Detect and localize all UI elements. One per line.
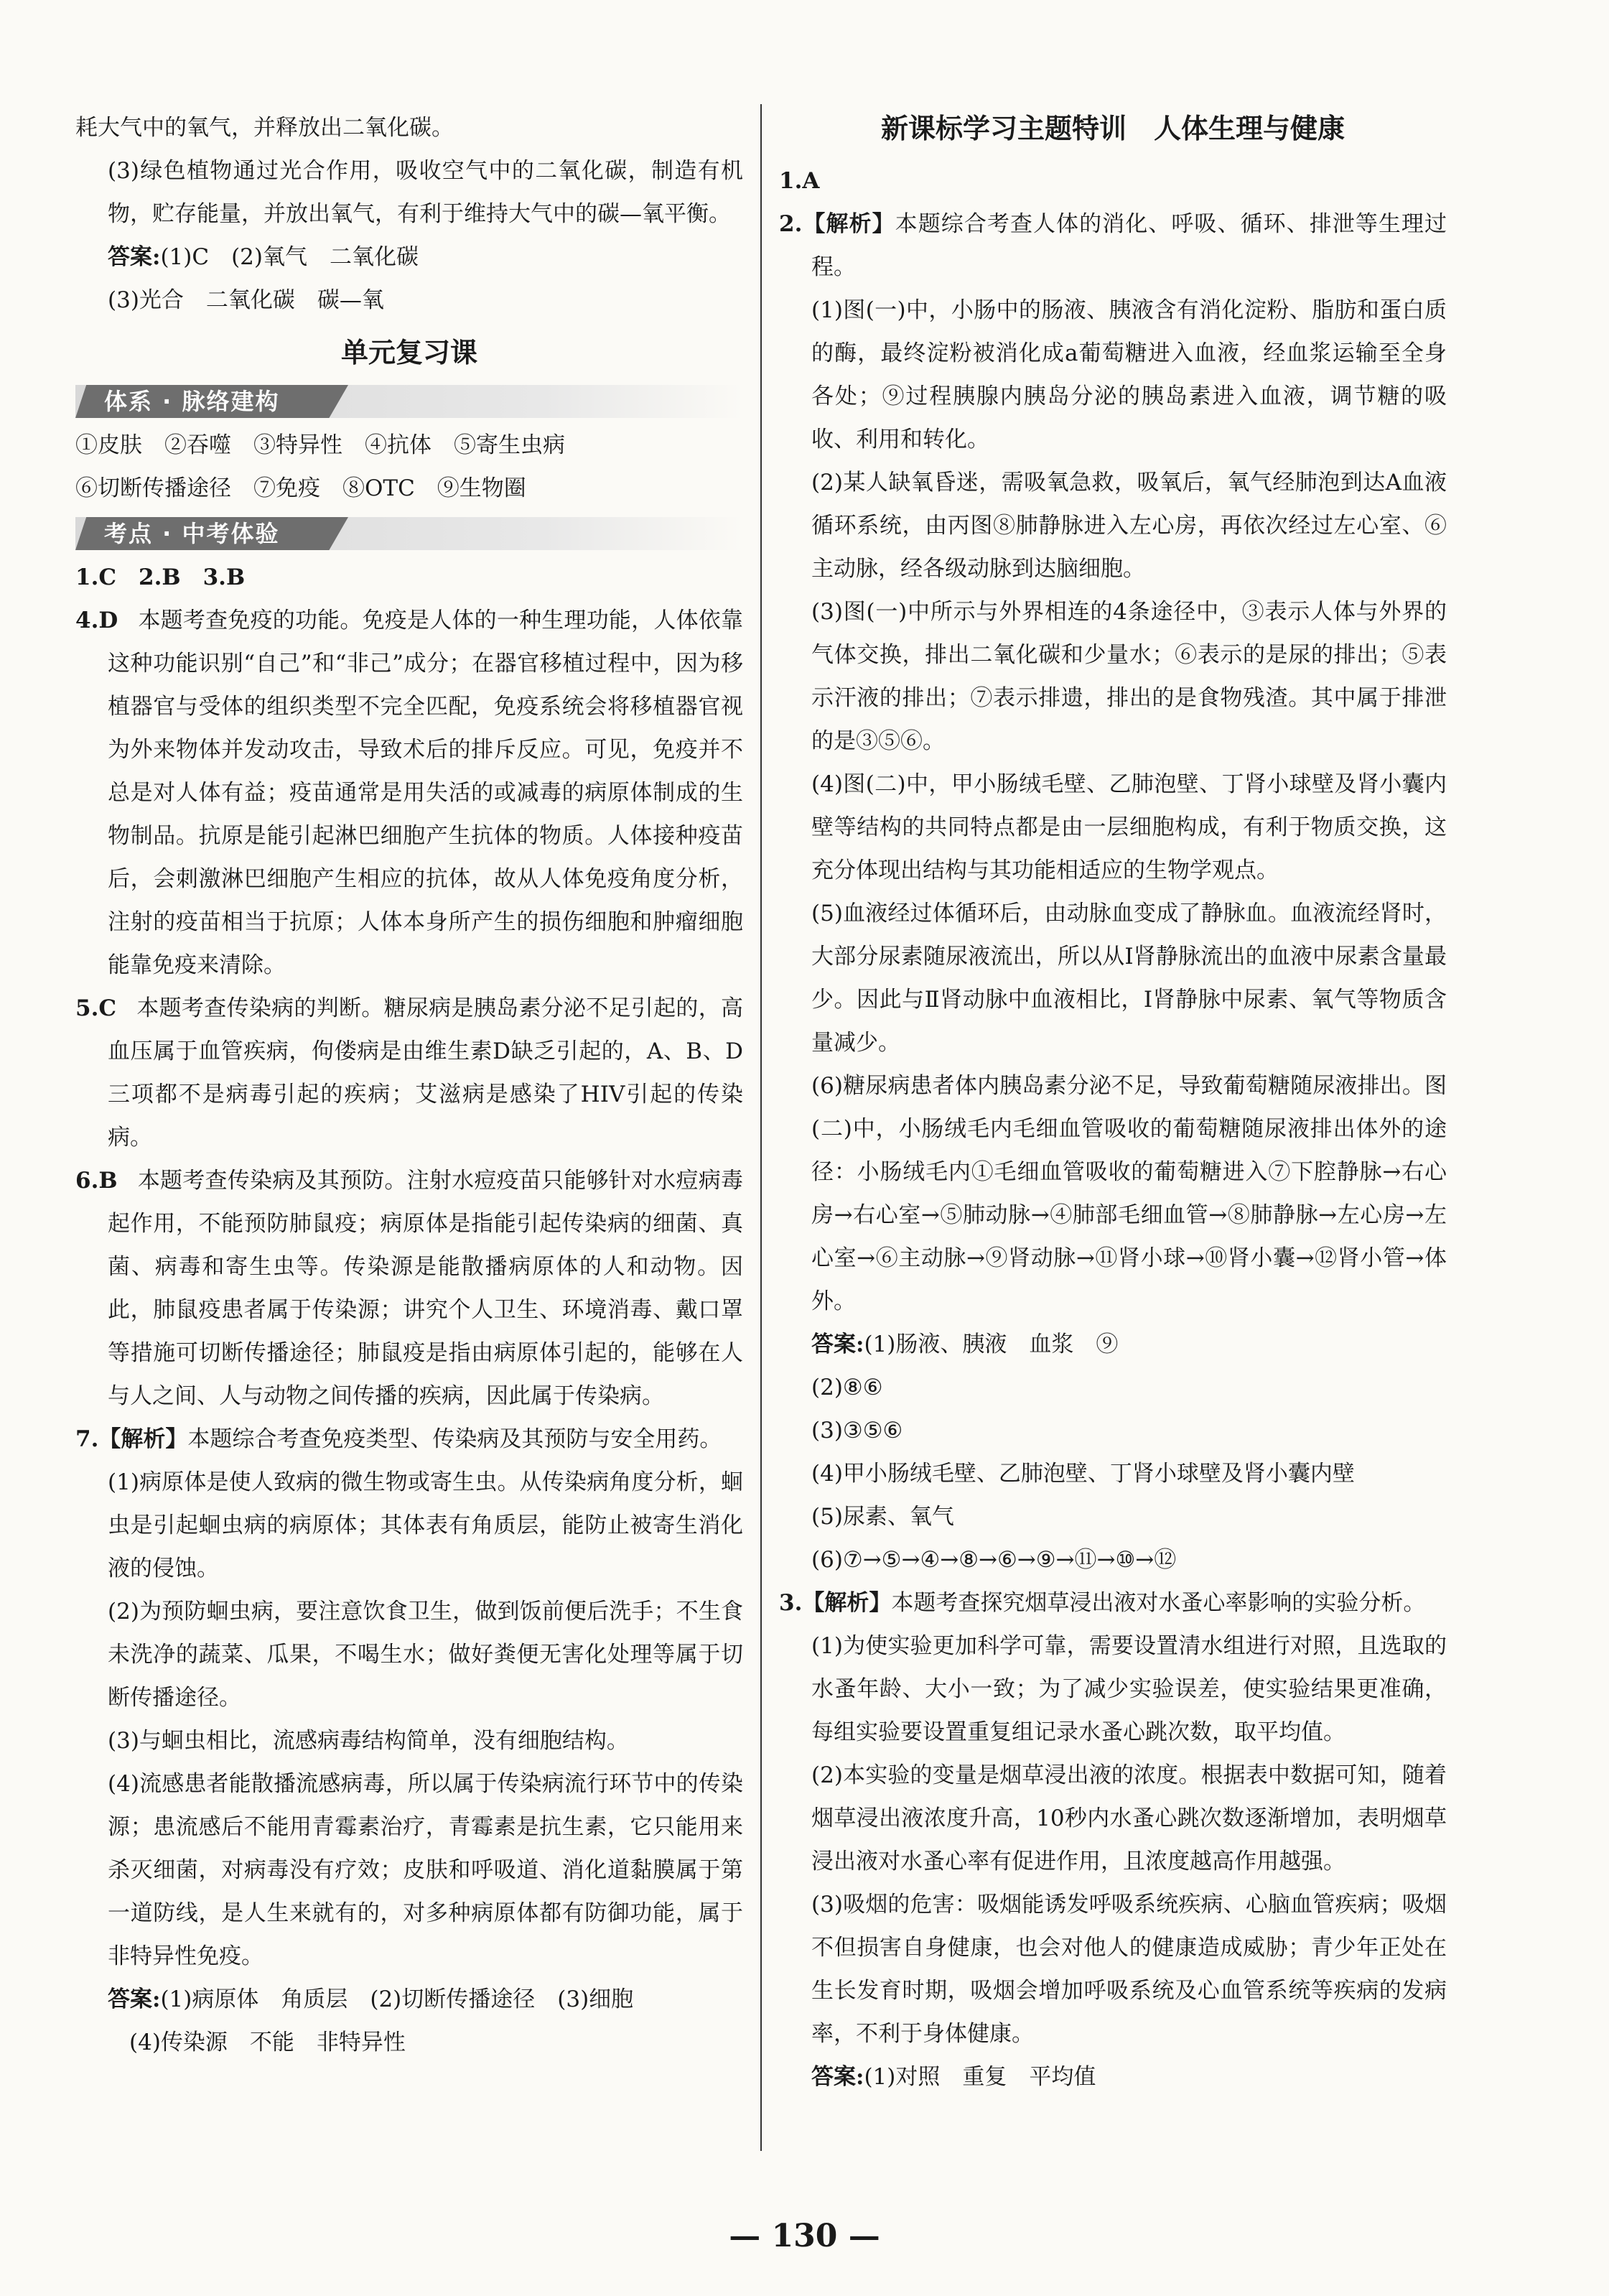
system-line: ⑥切断传播途径 ⑦免疫 ⑧OTC ⑨生物圈 <box>75 475 526 501</box>
right-column <box>779 106 1447 2099</box>
question-number: 6.B <box>75 1168 118 1194</box>
answer-label: 答案: <box>108 1986 161 2012</box>
paragraph: 耗大气中的氧气，并释放出二氧化碳。 <box>75 115 454 141</box>
question-6 <box>75 1159 743 1418</box>
paragraph: (4)图(二)中，甲小肠绒毛壁、乙肺泡壁、丁肾小球壁及肾小囊内壁等结构的共同特点都是由一层细胞构成，有利于物质交换，这充分体现出结构与其功能相适应的生物学观点。 <box>811 771 1447 883</box>
paragraph: (3)与蛔虫相比，流感病毒结构简单，没有细胞结构。 <box>108 1728 629 1754</box>
question-number: 5.C <box>75 995 117 1021</box>
question-text: 本题综合考查人体的消化、呼吸、循环、排泄等生理过程。 <box>811 211 1447 280</box>
paragraph: (6)糖尿病患者体内胰岛素分泌不足，导致葡萄糖随尿液排出。图(二)中，小肠绒毛内毛细血管吸收的葡萄糖随尿液排出体外的途径：小肠绒毛内①毛细血管吸收的葡萄糖进入⑦下腔静脉→右心房→右心室→⑤肺动脉→④肺部毛细血管→⑧肺静脉→左心房→左心室→⑥主动脉→⑨肾动脉→⑪肾小球→⑩肾小囊→⑫肾小管→体外。 <box>811 1073 1447 1314</box>
answer-line: (6)⑦→⑤→④→⑧→⑥→⑨→⑪→⑩→⑫ <box>811 1547 1177 1573</box>
question-7 <box>75 1418 743 1461</box>
paragraph: (5)血液经过体循环后，由动脉血变成了静脉血。血液流经肾时，大部分尿素随尿液流出，所以从Ⅰ肾静脉流出的血液中尿素含量最少。因此与Ⅱ肾动脉中血液相比，Ⅰ肾静脉中尿素、氧气等物质含量减少。 <box>811 901 1447 1056</box>
section-title: 单元复习课 <box>340 336 477 368</box>
answer-line: (4)传染源 不能 非特异性 <box>129 2030 406 2055</box>
answer-text: (1)C (2)氧气 二氧化碳 <box>160 244 419 270</box>
system-line: ①皮肤 ②吞噬 ③特异性 ④抗体 ⑤寄生虫病 <box>75 432 565 458</box>
answer-line: (4)甲小肠绒毛壁、乙肺泡壁、丁肾小球壁及肾小囊内壁 <box>811 1461 1355 1487</box>
answer-text: (1)肠液、胰液 血浆 ⑨ <box>864 1331 1119 1357</box>
question-text: 本题考查传染病的判断。糖尿病是胰岛素分泌不足引起的，高血压属于血管疾病，佝偻病是由维生素D缺乏引起的，A、B、D三项都不是病毒引起的疾病；艾滋病是感染了HIV引起的传染病。 <box>108 995 743 1151</box>
paragraph: (2)为预防蛔虫病，要注意饮食卫生，做到饭前便后洗手；不生食未洗净的蔬菜、瓜果，不喝生水；做好粪便无害化处理等属于切断传播途径。 <box>108 1599 743 1711</box>
question-2 <box>779 203 1447 289</box>
answer-line: (3)③⑤⑥ <box>811 1418 903 1444</box>
answer-label: 答案: <box>811 2064 864 2090</box>
answer-line: (5)尿素、氧气 <box>811 1504 954 1530</box>
banner-label: 考点 · 中考体验 <box>104 520 280 547</box>
left-column <box>75 106 743 2064</box>
banner-label: 体系 · 脉络建构 <box>104 388 280 415</box>
answer-line <box>779 2055 1447 2099</box>
answer-line <box>75 236 743 279</box>
section-banner-exam <box>75 517 743 550</box>
answer-1: 1.A <box>779 168 820 194</box>
answer-line <box>779 1323 1447 1366</box>
question-text: 本题综合考查免疫类型、传染病及其预防与安全用药。 <box>187 1426 722 1452</box>
paragraph: (4)流感患者能散播流感病毒，所以属于传染病流行环节中的传染源；患流感后不能用青霉素治疗，青霉素是抗生素，它只能用来杀灭细菌，对病毒没有疗效；皮肤和呼吸道、消化道黏膜属于第一道防线，是人生来就有的，对多种病原体都有防御功能，属于非特异性免疫。 <box>108 1771 743 1969</box>
section-banner-system <box>75 385 743 418</box>
answer-line: (2)⑧⑥ <box>811 1375 883 1400</box>
paragraph: (3)绿色植物通过光合作用，吸收空气中的二氧化碳，制造有机物，贮存能量，并放出氧气，有利于维持大气中的碳—氧平衡。 <box>108 158 743 227</box>
paragraph: (3)吸烟的危害：吸烟能诱发呼吸系统疾病、心脑血管疾病；吸烟不但损害自身健康，也会对他人的健康造成威胁；青少年正处在生长发育时期，吸烟会增加呼吸系统及心血管系统等疾病的发病率，不利于身体健康。 <box>811 1892 1447 2047</box>
paragraph: (1)为使实验更加科学可靠，需要设置清水组进行对照，且选取的水蚤年龄、大小一致；为了减少实验误差，使实验结果更准确，每组实验要设置重复组记录水蚤心跳次数，取平均值。 <box>811 1633 1447 1745</box>
answer-line <box>75 1978 743 2021</box>
question-number: 4.D <box>75 608 118 633</box>
answer-label: 答案: <box>811 1331 864 1357</box>
question-number: 3.【解析】 <box>779 1590 892 1616</box>
section-title: 新课标学习主题特训 人体生理与健康 <box>880 112 1345 144</box>
page-number: — 130 — <box>729 2218 880 2254</box>
answers-1-3: 1.C 2.B 3.B <box>75 564 246 590</box>
paragraph: (2)某人缺氧昏迷，需吸氧急救，吸氧后，氧气经肺泡到达A血液循环系统，由丙图⑧肺静脉进入左心房，再依次经过左心室、⑥主动脉，经各级动脉到达脑细胞。 <box>811 470 1447 582</box>
paragraph: (1)图(一)中，小肠中的肠液、胰液含有消化淀粉、脂肪和蛋白质的酶，最终淀粉被消化成a葡萄糖进入血液，经血浆运输至全身各处；⑨过程胰腺内胰岛分泌的胰岛素进入血液，调节糖的吸收、利用和转化。 <box>811 297 1447 452</box>
paragraph: (2)本实验的变量是烟草浸出液的浓度。根据表中数据可知，随着烟草浸出液浓度升高，10秒内水蚤心跳次数逐渐增加，表明烟草浸出液对水蚤心率有促进作用，且浓度越高作用越强。 <box>811 1762 1447 1874</box>
paragraph: (1)病原体是使人致病的微生物或寄生虫。从传染病角度分析，蛔虫是引起蛔虫病的病原体；其体表有角质层，能防止被寄生消化液的侵蚀。 <box>108 1469 743 1581</box>
question-text: 本题考查免疫的功能。免疫是人体的一种生理功能，人体依靠这种功能识别“自己”和“非己”成分；在器官移植过程中，因为移植器官与受体的组织类型不完全匹配，免疫系统会将移植器官视为外来物体并发动攻击，导致术后的排斥反应。可见，免疫并不总是对人体有益；疫苗通常是用失活的或减毒的病原体制成的生物制品。抗原是能引起淋巴细胞产生抗体的物质。人体接种疫苗后，会刺激淋巴细胞产生相应的抗体，故从人体免疫角度分析，注射的疫苗相当于抗原；人体本身所产生的损伤细胞和肿瘤细胞能靠免疫来清除。 <box>108 608 743 978</box>
question-text: 本题考查传染病及其预防。注射水痘疫苗只能够针对水痘病毒起作用，不能预防肺鼠疫；病原体是指能引起传染病的细菌、真菌、病毒和寄生虫等。传染源是能散播病原体的人和动物。因此，肺鼠疫患者属于传染源；讲究个人卫生、环境消毒、戴口罩等措施可切断传播途径；肺鼠疫是指由病原体引起的，能够在人与人之间、人与动物之间传播的疾病，因此属于传染病。 <box>108 1168 743 1409</box>
answer-label: 答案: <box>108 244 161 270</box>
paragraph: (3)图(一)中所示与外界相连的4条途径中，③表示人体与外界的气体交换，排出二氧化碳和少量水；⑥表示的是尿的排出；⑤表示汗液的排出；⑦表示排遗，排出的是食物残渣。其中属于排泄的是③⑤⑥。 <box>811 599 1447 754</box>
column-divider <box>760 104 762 2151</box>
answer-text: (1)病原体 角质层 (2)切断传播途径 (3)细胞 <box>160 1986 634 2012</box>
question-4 <box>75 599 743 987</box>
answer-line: (3)光合 二氧化碳 碳—氧 <box>108 287 384 313</box>
question-number: 7.【解析】 <box>75 1426 188 1452</box>
question-5 <box>75 987 743 1159</box>
answer-text: (1)对照 重复 平均值 <box>864 2064 1096 2090</box>
question-number: 2.【解析】 <box>779 211 895 237</box>
question-text: 本题考查探究烟草浸出液对水蚤心率影响的实验分析。 <box>891 1590 1426 1616</box>
question-3 <box>779 1581 1447 1625</box>
